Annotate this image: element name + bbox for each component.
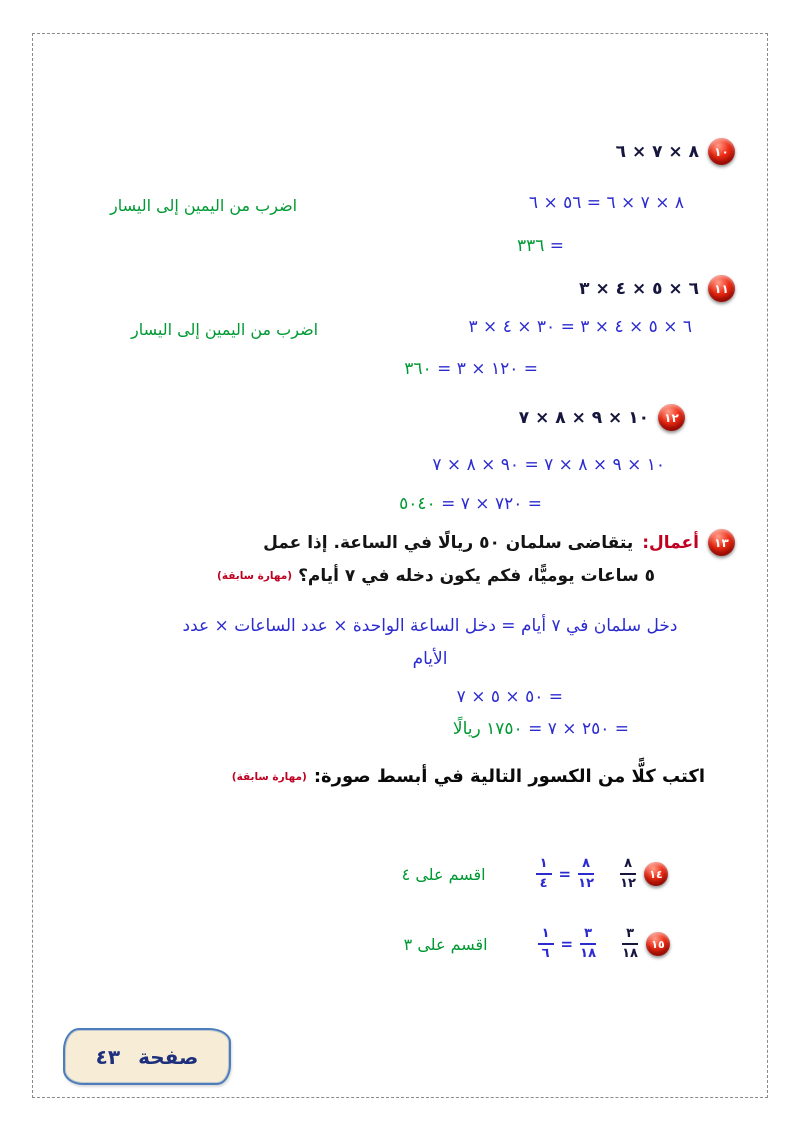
- problem-13-solution-line1: دخل سلمان في ٧ أيام = دخل الساعة الواحدة × عدد الساعات × عدد: [182, 616, 678, 636]
- section-skill-tag: (مهارة سابقة): [231, 770, 307, 783]
- problem-10-result-prefix: =: [549, 236, 564, 256]
- problem-14-solution-equation: [536, 856, 594, 893]
- problem-12-step: ١٠ × ٩ × ٨ × ٧ = ٩٠ × ٨ × ٧: [432, 455, 665, 475]
- problem-13-category-label: أعمال:: [642, 532, 699, 553]
- problem-11-header: [579, 275, 735, 302]
- problem-10-hint: اضرب من اليمين إلى اليسار: [110, 196, 298, 215]
- problem-10-expression: ٨ × ٧ × ٦: [615, 141, 699, 162]
- problem-11-badge: ١١: [708, 275, 735, 302]
- fraction-denominator: ١٢: [620, 876, 636, 892]
- problem-12-badge: ١٢: [658, 404, 685, 431]
- problem-13-solution-paragraph: [120, 610, 740, 676]
- equals-sign: =: [560, 935, 574, 954]
- section-heading: اكتب كلًّا من الكسور التالية في أبسط صورة:: [313, 766, 705, 787]
- page-number: ٤٣: [95, 1044, 121, 1069]
- problem-11-result: [404, 359, 538, 379]
- fraction-denominator: ٦: [541, 946, 550, 962]
- problem-14-given-fraction: [620, 856, 636, 893]
- fraction-denominator: ١٨: [580, 946, 597, 962]
- problem-11-result-prefix: = ١٢٠ × ٣ =: [437, 359, 538, 379]
- problem-13-equation2-blue: = ٢٥٠ × ٧ =: [528, 719, 629, 739]
- problem-15-row: [404, 926, 670, 963]
- page-number-badge: [63, 1028, 231, 1085]
- problem-14-hint: اقسم على ٤: [401, 864, 486, 884]
- problem-10-header: [616, 138, 735, 165]
- problem-13-question-line1: يتقاضى سلمان ٥٠ ريالًا في الساعة. إذا عمل: [263, 532, 634, 553]
- problem-15-solution-equation: [538, 926, 596, 963]
- problem-11-hint: اضرب من اليمين إلى اليسار: [131, 320, 319, 339]
- page-word: صفحة: [138, 1044, 199, 1069]
- problem-11-result-value: ٣٦٠: [404, 359, 432, 379]
- problem-13-question-line2-row: [217, 566, 655, 586]
- problem-12-result: [399, 494, 542, 514]
- problem-13-equation2-answer: ١٧٥٠ ريالًا: [452, 719, 523, 739]
- fraction-numerator: ١: [538, 926, 554, 945]
- problem-14-row: [402, 856, 668, 893]
- problem-12-header: [519, 404, 685, 431]
- problem-12-expression: ١٠ × ٩ × ٨ × ٧: [518, 407, 649, 428]
- problem-11-expression: ٦ × ٥ × ٤ × ٣: [579, 278, 699, 299]
- fraction-numerator: ١: [536, 856, 552, 875]
- fraction-numerator: ٨: [620, 856, 636, 875]
- problem-10-result-value: ٣٣٦: [516, 236, 545, 256]
- problem-13-badge: ١٣: [708, 529, 735, 556]
- problem-13-skill-tag: (مهارة سابقة): [217, 570, 293, 582]
- problem-15-answer-fraction: [538, 926, 554, 963]
- equals-sign: =: [558, 865, 572, 884]
- fraction-numerator: ٣: [622, 926, 638, 945]
- problem-15-hint: اقسم على ٣: [403, 934, 488, 954]
- problem-15-given-fraction: [622, 926, 638, 963]
- fraction-denominator: ١٨: [622, 946, 638, 962]
- section-heading-row: [232, 766, 705, 787]
- fraction-denominator: ١٢: [578, 876, 595, 892]
- problem-15-work-fraction: [580, 926, 596, 963]
- problem-12-result-prefix: = ٧٢٠ × ٧ =: [441, 494, 542, 514]
- fraction-numerator: ٨: [578, 856, 594, 875]
- problem-12-result-value: ٥٠٤٠: [399, 494, 436, 514]
- problem-10-result: [517, 236, 564, 256]
- fraction-numerator: ٣: [580, 926, 596, 945]
- problem-14-work-fraction: [578, 856, 594, 893]
- problem-13-question-line2: ٥ ساعات يوميًّا، فكم يكون دخله في ٧ أيام؟: [298, 566, 655, 586]
- problem-13-equation2: [453, 719, 629, 739]
- problem-13-header: [263, 529, 735, 556]
- problem-10-badge: ١٠: [708, 138, 735, 165]
- problem-13-solution-line2: الأيام: [412, 649, 448, 669]
- problem-13-equation1: = ٥٠ × ٥ × ٧: [456, 687, 563, 707]
- problem-14-badge: ١٤: [644, 862, 668, 886]
- problem-10-step: ٨ × ٧ × ٦ = ٥٦ × ٦: [528, 193, 684, 213]
- problem-14-answer-fraction: [536, 856, 552, 893]
- problem-15-badge: ١٥: [646, 932, 670, 956]
- fraction-denominator: ٤: [539, 876, 548, 892]
- problem-11-step: ٦ × ٥ × ٤ × ٣ = ٣٠ × ٤ × ٣: [468, 317, 692, 337]
